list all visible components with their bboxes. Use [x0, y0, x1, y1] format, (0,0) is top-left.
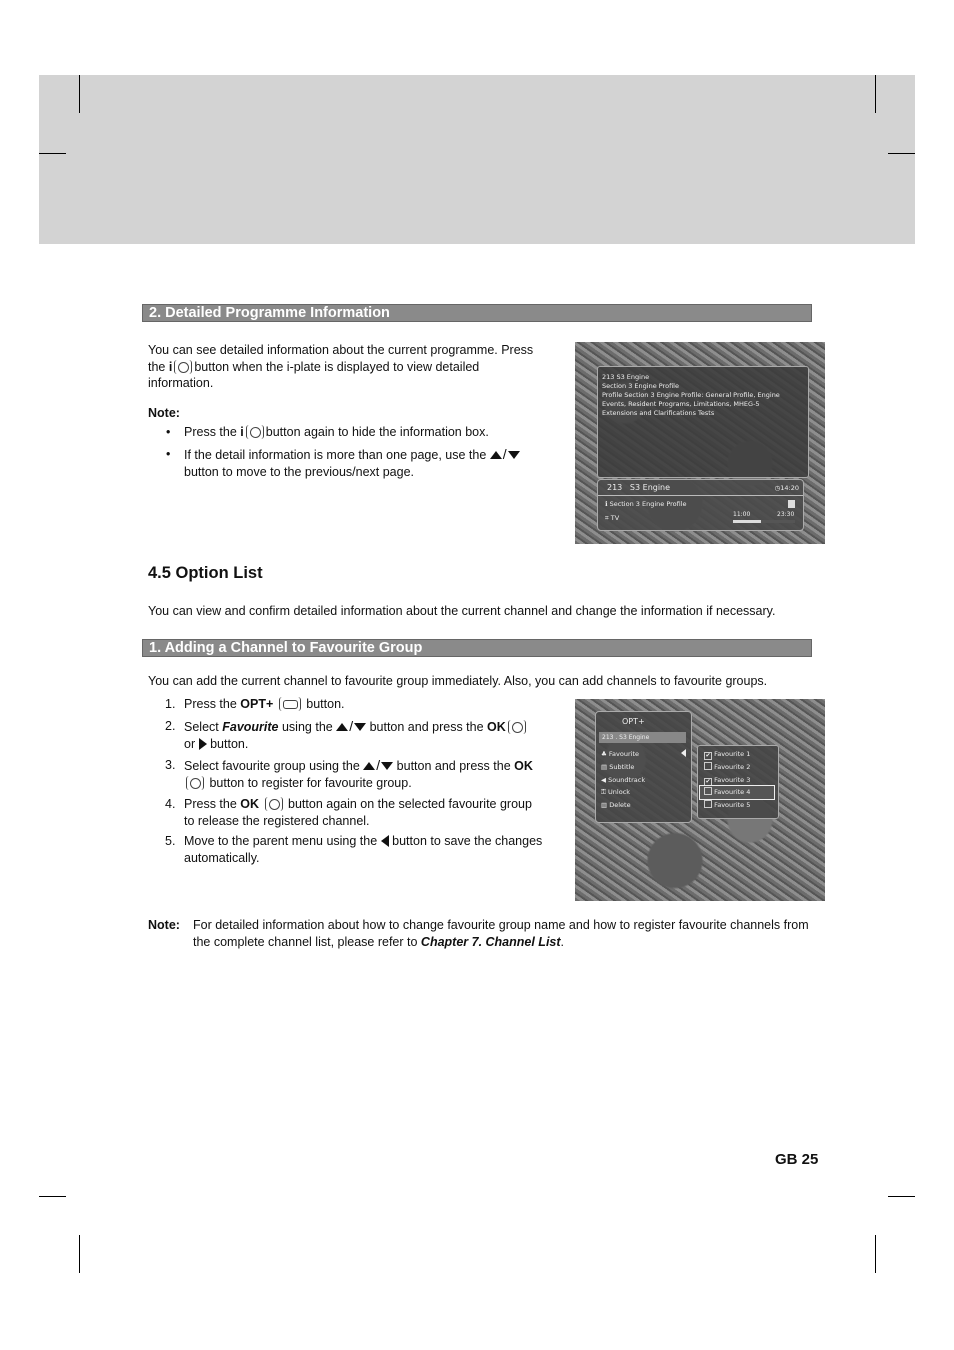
detailed-bullet-2: If the detail information is more than one page, use the / button to move to the previous/next page.	[184, 446, 554, 480]
checkbox-icon	[704, 762, 712, 770]
screenshot-opt-menu	[575, 699, 825, 901]
ok-button-icon	[186, 776, 204, 790]
up-arrow-icon	[336, 723, 348, 731]
soundtrack-icon: ◀	[601, 775, 606, 784]
opt-button-icon	[279, 697, 301, 711]
up-arrow-icon	[490, 451, 502, 459]
crop-mark	[39, 153, 66, 154]
submenu-arrow-icon	[681, 749, 686, 757]
right-arrow-icon	[199, 738, 207, 750]
section-title-favourite: 1. Adding a Channel to Favourite Group	[142, 639, 812, 657]
menu-item-unlock[interactable]: ⚿ Unlock	[601, 788, 631, 797]
detailed-note-label: Note:	[148, 406, 180, 420]
checkbox-icon: ✔	[705, 752, 711, 759]
delete-icon: ▥	[601, 801, 608, 810]
header-band	[39, 75, 915, 244]
menu-item-soundtrack[interactable]: ◀ Soundtrack	[601, 775, 646, 784]
favourite-note-label: Note:	[148, 918, 180, 932]
clock-icon: ◷	[774, 484, 781, 492]
osd-clock: ◷14:20	[774, 484, 799, 492]
bullet-dot: •	[166, 447, 171, 461]
crop-mark	[888, 153, 915, 154]
ok-button-icon	[508, 720, 526, 734]
crop-mark	[79, 1235, 80, 1273]
option-list-intro: You can view and confirm detailed information about the current channel and change the information if necessary.	[148, 604, 776, 618]
section-title-detailed: 2. Detailed Programme Information	[142, 304, 812, 322]
favourite-note: For detailed information about how to change favourite group name and how to register favourite channels from the complete channel list, please refer to Chapter 7. Channel List.	[193, 918, 809, 949]
fav-item-5[interactable]: Favourite 5	[700, 799, 774, 812]
info-button-icon	[246, 425, 264, 439]
favourite-icon: ♣	[601, 750, 607, 758]
osd-favourite-list	[697, 745, 779, 819]
down-arrow-icon	[354, 723, 366, 731]
osd-info-box: 213 S3 Engine Section 3 Engine Profile Profile Section 3 Engine Profile: General Profile, Engine Events, Resident Programs, Limitations, MHEG-5 Extensions and Clarifications Tests	[597, 366, 809, 478]
crop-mark	[39, 1196, 66, 1197]
up-arrow-icon	[363, 762, 375, 770]
down-arrow-icon	[508, 451, 520, 459]
bullet-dot: •	[166, 425, 171, 439]
crop-mark	[888, 1196, 915, 1197]
page-number: GB 25	[775, 1151, 819, 1168]
checkbox-icon	[704, 787, 712, 795]
info-small-icon: ℹ	[605, 500, 608, 508]
fav-item-3[interactable]: ✔ Favourite 3	[705, 775, 751, 785]
osd-opt-menu: OPT+ 213 . S3 Engine ♣ Favourite ▤ Subtitle ◀ Soundtrack ⚿ Unlock ▥ Delete	[595, 711, 692, 823]
crop-mark	[79, 75, 80, 113]
record-icon	[788, 500, 795, 508]
crop-mark	[875, 75, 876, 113]
fav-item-1[interactable]: ✔ Favourite 1	[705, 750, 751, 759]
menu-item-favourite[interactable]: ♣ Favourite	[601, 750, 640, 758]
info-button-icon	[174, 360, 192, 374]
fav-item-4[interactable]: Favourite 4	[700, 786, 774, 799]
menu-item-delete[interactable]: ▥ Delete	[601, 801, 631, 810]
favourite-intro: You can add the current channel to favourite group immediately. Also, you can add channels to favourite groups.	[148, 674, 768, 688]
detailed-bullet-1: Press the i button again to hide the information box.	[184, 425, 489, 439]
osd-iplate: 213 S3 Engine ◷14:20 ℹ Section 3 Engine Profile ⌗ TV 11:00 23:30	[597, 479, 804, 531]
progress-bar	[733, 520, 795, 523]
screenshot-detail-info	[575, 342, 825, 544]
crop-mark	[875, 1235, 876, 1273]
checkbox-icon: ✔	[705, 777, 711, 785]
fav-item-2[interactable]: Favourite 2	[700, 761, 774, 774]
tv-icon: ⌗	[605, 514, 609, 522]
unlock-icon: ⚿	[601, 788, 606, 797]
ok-button-icon	[265, 797, 283, 811]
subtitle-icon: ▤	[601, 762, 608, 771]
checkbox-icon	[704, 800, 712, 808]
option-list-heading: 4.5 Option List	[148, 564, 263, 582]
detailed-paragraph: You can see detailed information about the current programme. Press the i button when the i-plate is displayed to view detailed information.	[148, 343, 534, 390]
left-arrow-icon	[381, 835, 389, 847]
down-arrow-icon	[381, 762, 393, 770]
menu-item-subtitle[interactable]: ▤ Subtitle	[601, 762, 635, 771]
